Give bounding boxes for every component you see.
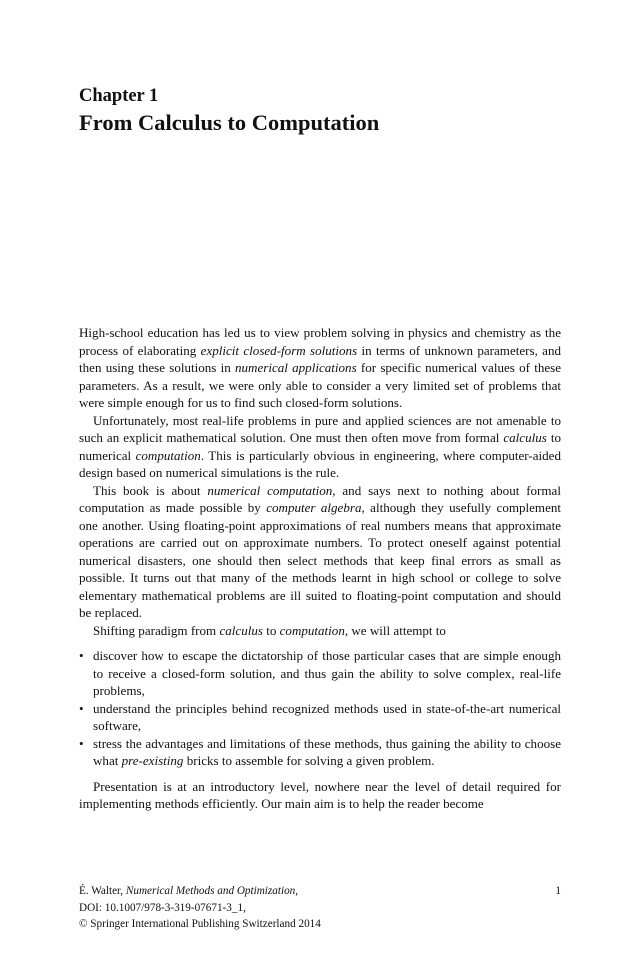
bullet-icon: • bbox=[79, 648, 84, 663]
emphasis: computation bbox=[135, 447, 201, 463]
objectives-list bbox=[79, 647, 561, 770]
emphasis: computation bbox=[279, 622, 345, 638]
doi-line: DOI: 10.1007/978-3-319-07671-3_1, bbox=[79, 901, 246, 914]
emphasis: numerical computation bbox=[207, 482, 333, 498]
emphasis: numerical applications bbox=[235, 360, 357, 375]
paragraph-2: Unfortunately, most real-life problems in pure and applied sciences are not amenable to such an explicit mathematical solution. One must then often move from formal calculus to numerical computation. This is particularly obvious in engineering, where computer-aided design based on numerical simulations is the rule. bbox=[79, 412, 561, 480]
emphasis: calculus bbox=[503, 430, 547, 445]
chapter-body bbox=[79, 324, 561, 813]
page-footer bbox=[79, 883, 561, 933]
paragraph-1: High-school education has led us to view problem solving in physics and chemistry as the process of elaborating explicit closed-form solutions in terms of unknown parameters, and then using these solutions in numerical applications for specific numerical values of these parameters. As a result, we were only able to consider a very limited set of problems that were simple enough for us to find such closed-form solutions. bbox=[79, 325, 562, 410]
emphasis: pre-existing bbox=[121, 753, 184, 768]
emphasis: calculus bbox=[219, 622, 263, 638]
list-item: • stress the advantages and limitations of these methods, thus gaining the ability to choose what pre-existing bricks to assemble for solving a given problem. bbox=[79, 735, 561, 768]
paragraph-5: Presentation is at an introductory level, nowhere near the level of detail required for implementing methods efficiently. Our main aim is to help the reader become bbox=[79, 778, 561, 811]
bullet-icon: • bbox=[79, 700, 84, 716]
bullet-icon: • bbox=[79, 735, 84, 751]
paragraph-4: Shifting paradigm from calculus to computation, we will attempt to bbox=[93, 622, 446, 638]
chapter-number: Chapter 1 bbox=[79, 86, 159, 106]
list-item: • understand the principles behind recognized methods used in state-of-the-art numerical software, bbox=[79, 700, 561, 733]
emphasis: computer algebra bbox=[266, 500, 362, 515]
paragraph-3: This book is about numerical computation, and says next to nothing about formal computation as made possible by computer algebra, although they usefully complement one another. Using floating-point approximations of real numbers means that approximate operations are carried out on approximate numbers. To protect oneself against potential numerical disasters, one should then select methods that keep final errors as small as possible. It turns out that many of the methods learnt in high school or college to solve elementary mathematical problems are ill suited to floating-point computation and should be replaced. bbox=[79, 482, 562, 620]
chapter-title: From Calculus to Computation bbox=[79, 110, 380, 135]
citation-line: É. Walter, Numerical Methods and Optimization, bbox=[79, 885, 299, 897]
list-item: • discover how to escape the dictatorship of those particular cases that are simple enough to receive a closed-form solution, and thus gain the ability to solve complex, real-life problems, bbox=[79, 648, 561, 698]
emphasis: explicit closed-form solutions bbox=[200, 342, 358, 358]
page-number: 1 bbox=[555, 885, 561, 897]
book-title: Numerical Methods and Optimization bbox=[125, 885, 296, 897]
copyright-line: © Springer International Publishing Switzerland 2014 bbox=[79, 918, 321, 930]
